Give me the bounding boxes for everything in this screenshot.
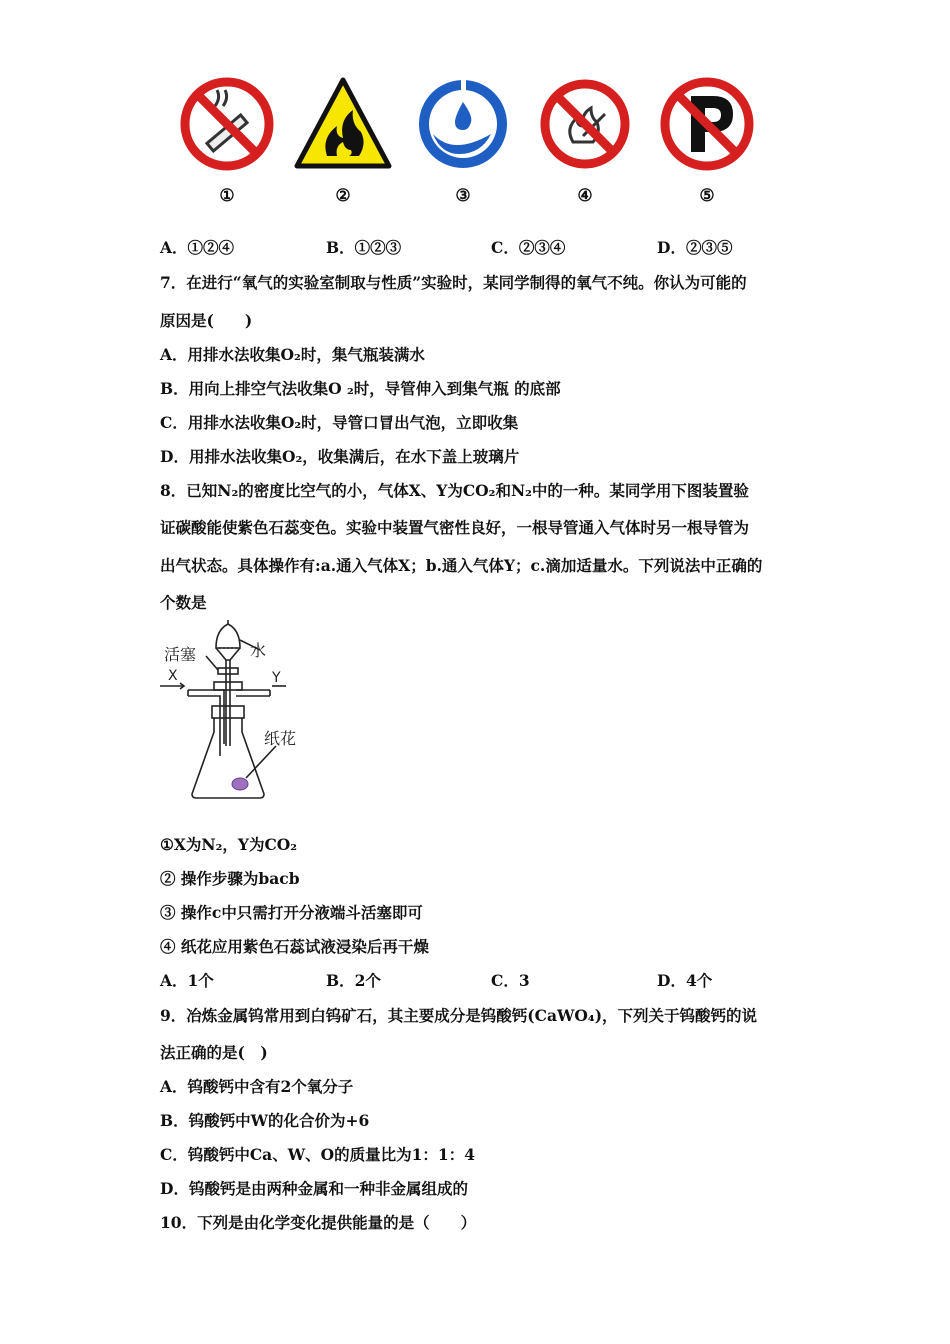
no-parking-icon [655, 72, 759, 176]
sign-no-open-flame [533, 72, 637, 206]
q8-option-a[interactable]: A．1个 [160, 971, 214, 990]
q8-statement-3: ③ 操作c中只需打开分液端斗活塞即可 [160, 903, 423, 922]
no-smoking-icon [175, 72, 279, 176]
q9-stem-line1: 9．冶炼金属钨常用到白钨矿石，其主要成分是钨酸钙(CaWO₄)，下列关于钨酸钙的说 [160, 1006, 758, 1025]
label-paper-flower: 纸花 [264, 729, 297, 748]
label-x: X [168, 668, 178, 684]
q8-statement-4: ④ 纸花应用紫色石蕊试液浸染后再干燥 [160, 937, 429, 956]
label-stopcock: 活塞 [164, 645, 197, 664]
q9-option-b[interactable]: B．钨酸钙中W的化合价为+6 [160, 1111, 370, 1130]
q8-apparatus-diagram [158, 618, 308, 808]
water-saving-icon [411, 72, 515, 176]
sign-water-saving [411, 72, 515, 206]
q9-option-a[interactable]: A．钨酸钙中含有2个氧分子 [160, 1077, 354, 1096]
sign-flammable [291, 72, 395, 206]
q8-options [160, 969, 800, 993]
q9-stem-line2: 法正确的是( ) [160, 1043, 268, 1062]
flammable-warning-icon [291, 72, 395, 176]
sign-no-parking [655, 72, 759, 206]
q8-statement-1: ①X为N₂，Y为CO₂ [160, 835, 298, 854]
q8-option-d[interactable]: D．4个 [657, 971, 713, 990]
sign-label: ① [219, 186, 235, 206]
sign-label: ⑤ [699, 186, 715, 206]
q6-option-c[interactable]: C．②③④ [491, 238, 566, 257]
q8-option-c[interactable]: C．3 [491, 971, 530, 990]
safety-signs-row [175, 72, 775, 220]
q8-stem-line2: 证碳酸能使紫色石蕊变色。实验中装置气密性良好，一根导管通入气体时另一根导管为 [160, 518, 750, 537]
label-y: Y [272, 670, 281, 686]
q7-option-d[interactable]: D．用排水法收集O₂，收集满后，在水下盖上玻璃片 [160, 447, 520, 466]
q8-stem-line3: 出气状态。具体操作有:a.通入气体X；b.通入气体Y；c.滴加适量水。下列说法中正确的 [160, 556, 763, 575]
q6-option-b[interactable]: B．①②③ [326, 238, 402, 257]
no-open-flame-icon [533, 72, 637, 176]
q6-option-d[interactable]: D．②③⑤ [657, 238, 733, 257]
label-water: 水 [250, 641, 267, 660]
q8-statement-2: ② 操作步骤为bacb [160, 869, 300, 888]
q7-stem-line1: 7．在进行“氧气的实验室制取与性质”实验时，某同学制得的氧气不纯。你认为可能的 [160, 273, 747, 292]
q7-option-a[interactable]: A．用排水法收集O₂时，集气瓶装满水 [160, 345, 425, 364]
q7-stem-line2: 原因是( ) [160, 311, 253, 330]
sign-label: ④ [577, 186, 593, 206]
sign-no-smoking [175, 72, 279, 206]
flask-apparatus-icon [158, 618, 308, 808]
q7-option-b[interactable]: B．用向上排空气法收集O ₂时，导管伸入到集气瓶 的底部 [160, 379, 561, 398]
q9-option-d[interactable]: D．钨酸钙是由两种金属和一种非金属组成的 [160, 1179, 468, 1198]
q8-stem-line1: 8．已知N₂的密度比空气的小，气体X、Y为CO₂和N₂中的一种。某同学用下图装置验 [160, 481, 749, 500]
q8-option-b[interactable]: B．2个 [326, 971, 381, 990]
q6-options [160, 236, 800, 260]
sign-label: ② [335, 186, 351, 206]
q9-option-c[interactable]: C．钨酸钙中Ca、W、O的质量比为1：1：4 [160, 1145, 475, 1164]
q10-stem: 10．下列是由化学变化提供能量的是（ ） [160, 1213, 477, 1232]
sign-label: ③ [455, 186, 471, 206]
q8-stem-line4: 个数是 [160, 593, 207, 612]
q6-option-a[interactable]: A．①②④ [160, 238, 235, 257]
q7-option-c[interactable]: C．用排水法收集O₂时，导管口冒出气泡，立即收集 [160, 413, 519, 432]
